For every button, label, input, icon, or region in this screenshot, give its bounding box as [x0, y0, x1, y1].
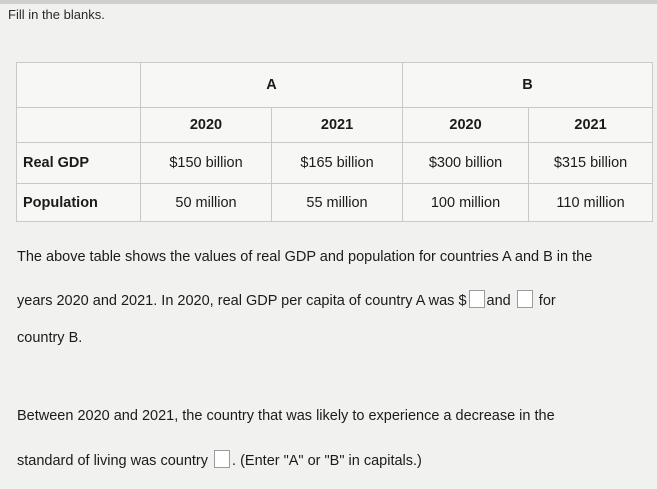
- year-header: 2021: [529, 108, 653, 143]
- country-b-header: B: [403, 63, 653, 108]
- instruction-text: Fill in the blanks.: [8, 7, 105, 22]
- table-cell: 50 million: [141, 184, 272, 222]
- question2-text-start: standard of living was country: [17, 453, 209, 469]
- year-header: 2020: [403, 108, 529, 143]
- table-cell: $150 billion: [141, 143, 272, 184]
- table-cell: $300 billion: [403, 143, 529, 184]
- table-cell: 100 million: [403, 184, 529, 222]
- table-header-row-years: [17, 108, 653, 143]
- question2-line1: Between 2020 and 2021, the country that was likely to experience a decrease in the: [17, 408, 555, 424]
- table-header-row-countries: [17, 63, 653, 108]
- table-corner-cell: [17, 63, 141, 108]
- question1-line1: The above table shows the values of real GDP and population for countries A and B in the: [17, 249, 593, 265]
- question1-text-start: years 2020 and 2021. In 2020, real GDP per capita of country A was $: [17, 293, 467, 309]
- row-label-real-gdp: Real GDP: [17, 143, 141, 184]
- year-header: 2021: [272, 108, 403, 143]
- question1-line2: [17, 290, 556, 309]
- gdp-population-table: [16, 62, 653, 222]
- gdp-per-capita-b-input[interactable]: [517, 290, 533, 308]
- table-corner-cell: [17, 108, 141, 143]
- country-answer-input[interactable]: [214, 450, 230, 468]
- row-label-population: Population: [17, 184, 141, 222]
- top-divider: [0, 0, 657, 4]
- table-cell: 55 million: [272, 184, 403, 222]
- gdp-per-capita-a-input[interactable]: [469, 290, 485, 308]
- table-cell: $165 billion: [272, 143, 403, 184]
- question1-line3: country B.: [17, 330, 83, 346]
- table-cell: $315 billion: [529, 143, 653, 184]
- year-header: 2020: [141, 108, 272, 143]
- question2-line2: [17, 450, 422, 469]
- table-row-population: [17, 184, 653, 222]
- question1-text-mid: and: [486, 293, 511, 309]
- question2-text-end: . (Enter "A" or "B" in capitals.): [232, 453, 422, 469]
- table-row-real-gdp: [17, 143, 653, 184]
- question1-text-end: for: [538, 293, 556, 309]
- table-cell: 110 million: [529, 184, 653, 222]
- country-a-header: A: [141, 63, 403, 108]
